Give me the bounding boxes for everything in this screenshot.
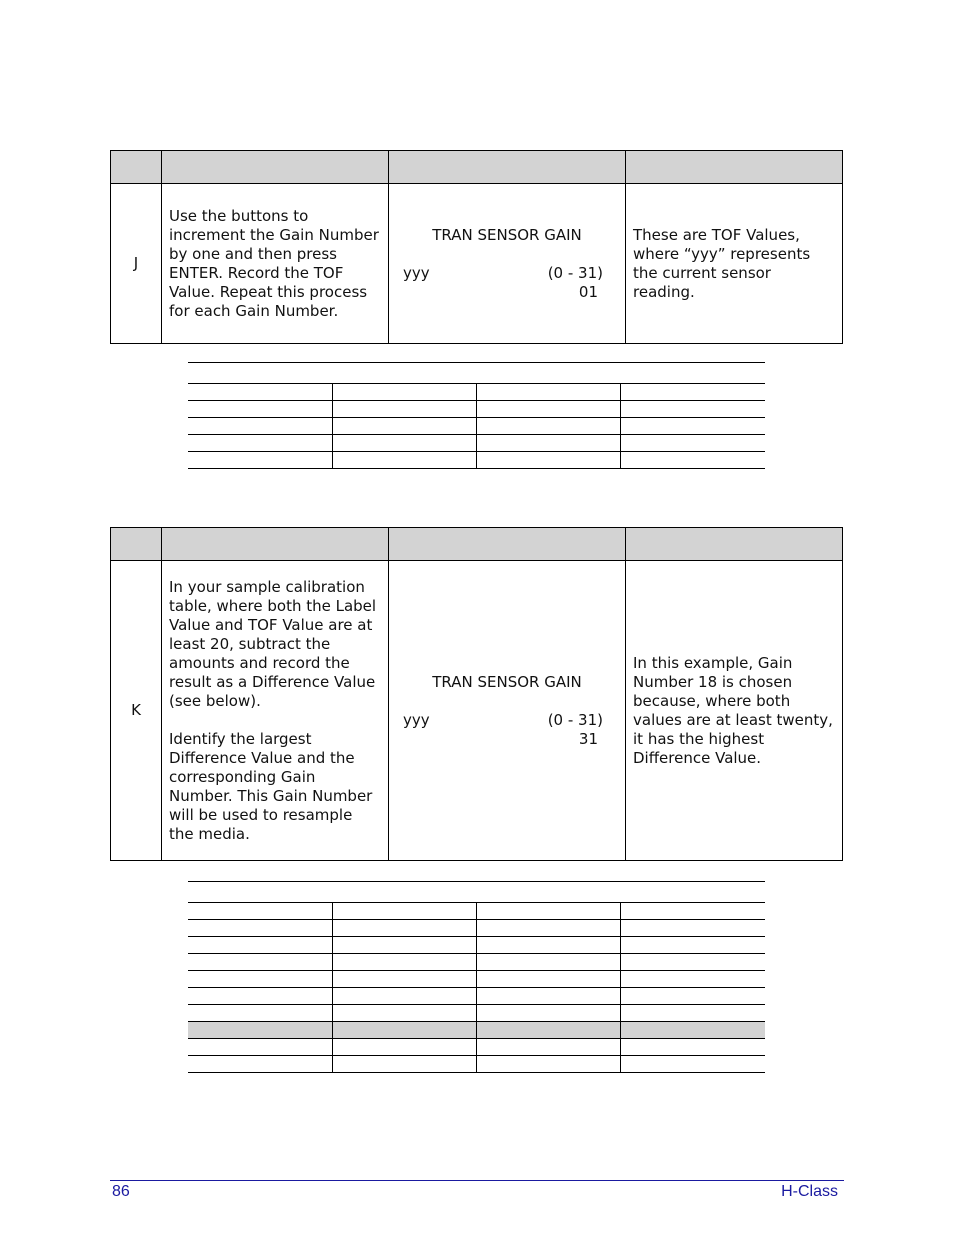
- step-row-k: [111, 561, 843, 861]
- table-row: [188, 435, 765, 452]
- table-row: [188, 954, 765, 971]
- display-value: yyy: [403, 710, 430, 729]
- table-row: [188, 920, 765, 937]
- table-row: [188, 988, 765, 1005]
- table-row: [188, 452, 765, 469]
- step-action-paragraph-1: In your sample calibration table, where both the Label Value and TOF Value are at least 20, subtract the amounts and record the result as a Difference Value (see below).: [169, 577, 377, 710]
- table-header-row: [111, 151, 843, 184]
- table-row: [188, 937, 765, 954]
- table-row: [188, 1056, 765, 1073]
- display-value: yyy: [403, 263, 430, 282]
- table-header-row: [111, 528, 843, 561]
- step-label: J: [111, 184, 162, 344]
- step-action: [162, 561, 389, 861]
- step-note: These are TOF Values, where “yyy” represents the current sensor reading.: [626, 184, 843, 344]
- table-row-highlighted: [188, 1022, 765, 1039]
- step-action: Use the buttons to increment the Gain Number by one and then press ENTER. Record the TOF Value. Repeat this process for each Gain Number.: [162, 184, 389, 344]
- display-title: TRAN SENSOR GAIN: [432, 225, 582, 244]
- table-row: [188, 1005, 765, 1022]
- step-row-j: [111, 184, 843, 344]
- table-row: [188, 903, 765, 920]
- display-readout: [389, 561, 626, 861]
- display-range: (0 - 31): [547, 710, 603, 729]
- footer-divider: [110, 1180, 844, 1181]
- step-note: In this example, Gain Number 18 is chosen because, where both values are at least twenty, it has the highest Difference Value.: [626, 561, 843, 861]
- product-name: H-Class: [781, 1183, 838, 1200]
- table-row: [188, 418, 765, 435]
- display-readout: [389, 184, 626, 344]
- step-table-j: [110, 150, 843, 344]
- display-number: 31: [578, 729, 598, 748]
- table-row: [188, 1039, 765, 1056]
- page-number: 86: [112, 1183, 130, 1200]
- display-range: (0 - 31): [547, 263, 603, 282]
- display-number: 01: [578, 282, 598, 301]
- step-label: K: [111, 561, 162, 861]
- display-title: TRAN SENSOR GAIN: [432, 672, 582, 691]
- calibration-table-1: [188, 362, 765, 469]
- step-table-k: [110, 527, 843, 861]
- step-action-paragraph-2: Identify the largest Difference Value and the corresponding Gain Number. This Gain Number will be used to resample the media.: [169, 729, 373, 843]
- calibration-table-2: [188, 881, 765, 1073]
- table-row: [188, 971, 765, 988]
- table-row: [188, 401, 765, 418]
- table-row: [188, 384, 765, 401]
